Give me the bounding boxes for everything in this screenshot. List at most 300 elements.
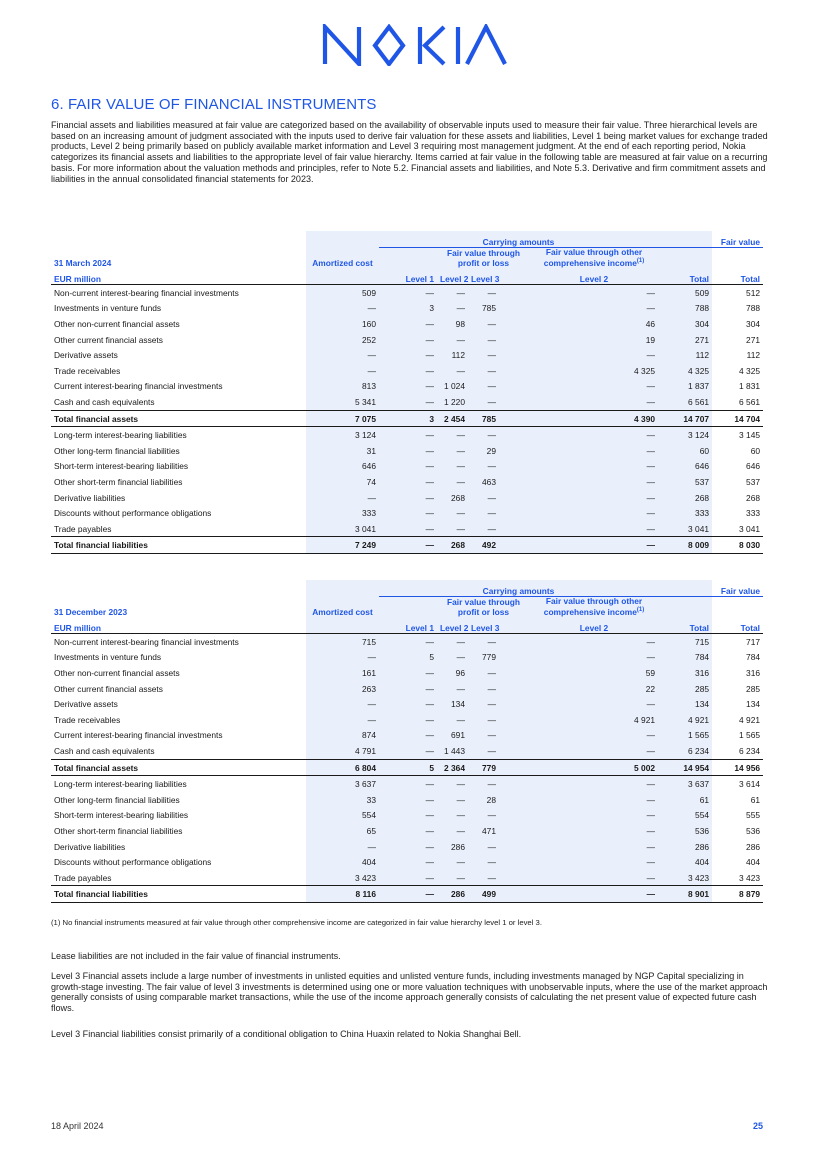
cell-value: 8 879 bbox=[712, 886, 763, 903]
cell-value: 785 bbox=[468, 301, 499, 317]
cell-value: — bbox=[530, 301, 658, 317]
cell-value: — bbox=[379, 443, 437, 459]
cell-value: — bbox=[379, 521, 437, 537]
spacer-cell bbox=[499, 854, 530, 870]
table-row bbox=[51, 332, 763, 348]
spacer-cell bbox=[499, 728, 530, 744]
cell-value: 1 831 bbox=[739, 381, 761, 392]
cell-value: 252 bbox=[306, 332, 379, 348]
cell-value: 6 561 bbox=[739, 396, 761, 407]
cell-value: 784 bbox=[658, 650, 712, 666]
row-label: Non-current interest-bearing financial investments bbox=[54, 287, 239, 298]
cell-value: — bbox=[468, 332, 499, 348]
cell-value: 316 bbox=[746, 667, 761, 678]
cell-value: 537 bbox=[658, 474, 712, 490]
cell-value: — bbox=[437, 363, 468, 379]
row-label: Trade receivables bbox=[54, 365, 121, 376]
cell-value: — bbox=[437, 505, 468, 521]
spacer-cell bbox=[499, 347, 530, 363]
row-label: Cash and cash equivalents bbox=[54, 745, 155, 756]
row-label: Discounts without performance obligations bbox=[54, 508, 212, 519]
cell-value: 28 bbox=[468, 792, 499, 808]
row-label: Investments in venture funds bbox=[54, 652, 162, 663]
carrying-amounts-header: Carrying amounts bbox=[379, 231, 658, 247]
table-row bbox=[51, 696, 763, 712]
spacer-cell bbox=[499, 410, 530, 427]
cell-value: — bbox=[468, 870, 499, 886]
carrying-amounts-header: Carrying amounts bbox=[379, 580, 658, 596]
cell-value: 1 024 bbox=[437, 379, 468, 395]
cell-value: — bbox=[379, 379, 437, 395]
section-title: 6. FAIR VALUE OF FINANCIAL INSTRUMENTS bbox=[51, 96, 377, 113]
cell-value: 59 bbox=[530, 665, 658, 681]
cell-value: 8 009 bbox=[658, 537, 712, 554]
level2-header: Level 2 bbox=[437, 268, 468, 284]
cell-value: — bbox=[468, 379, 499, 395]
cell-value: — bbox=[468, 808, 499, 824]
cell-value: 3 423 bbox=[658, 870, 712, 886]
cell-value: — bbox=[468, 316, 499, 332]
level1-header: Level 1 bbox=[379, 617, 437, 633]
fair-value-header: Fair value bbox=[712, 580, 763, 596]
table-row bbox=[51, 743, 763, 759]
spacer-cell bbox=[499, 379, 530, 395]
cell-value: — bbox=[468, 854, 499, 870]
level3-assets-paragraph: Level 3 Financial assets include a large number of investments in unlisted equities and unlisted venture funds, including investments managed by NGP Capital specializing in growth-stage investing. The fair value of level 3 investments is determined using one or more valuation techniques with unobservable inputs, where the use of the market approach generally consists of using comparable market transactions, while the use of the income approach generally consists of calculating the net present value of expected future cash flows. bbox=[51, 971, 768, 1014]
cell-value: 14 704 bbox=[712, 410, 763, 427]
total-row bbox=[51, 410, 763, 427]
cell-value: 268 bbox=[746, 492, 761, 503]
cell-value: 304 bbox=[746, 318, 761, 329]
table-row bbox=[51, 394, 763, 410]
cell-value: 555 bbox=[746, 810, 761, 821]
cell-value: 3 041 bbox=[658, 521, 712, 537]
cell-value: 4 921 bbox=[530, 712, 658, 728]
fvoci-header: Fair value through other comprehensive income$^{(1)}$ bbox=[530, 596, 658, 617]
fvoci-header: Fair value through other comprehensive income$^{(1)}$ bbox=[530, 247, 658, 268]
row-label: Other long-term financial liabilities bbox=[54, 794, 180, 805]
cell-value: 3 145 bbox=[739, 430, 761, 441]
cell-value: — bbox=[530, 490, 658, 506]
cell-value: — bbox=[437, 776, 468, 792]
cell-value: 3 124 bbox=[306, 427, 379, 443]
cell-value: — bbox=[468, 743, 499, 759]
cell-value: 536 bbox=[746, 825, 761, 836]
cell-value: — bbox=[437, 427, 468, 443]
cell-value: — bbox=[530, 886, 658, 903]
row-label: Total financial assets bbox=[51, 410, 306, 427]
total-row bbox=[51, 537, 763, 554]
cell-value: — bbox=[437, 633, 468, 649]
cell-value: — bbox=[379, 284, 437, 300]
cell-value: 304 bbox=[658, 316, 712, 332]
cell-value: 96 bbox=[437, 665, 468, 681]
cell-value: 14 707 bbox=[658, 410, 712, 427]
spacer-cell bbox=[499, 839, 530, 855]
cell-value: — bbox=[437, 650, 468, 666]
cell-value: — bbox=[468, 347, 499, 363]
table-row bbox=[51, 839, 763, 855]
cell-value: 285 bbox=[746, 683, 761, 694]
fair-value-header: Fair value bbox=[712, 231, 763, 247]
cell-value: 785 bbox=[468, 410, 499, 427]
amortized-cost-header: Amortized cost bbox=[306, 247, 379, 268]
cell-value: — bbox=[379, 808, 437, 824]
spacer-cell bbox=[499, 316, 530, 332]
spacer-cell bbox=[499, 284, 530, 300]
row-label: Other non-current financial assets bbox=[54, 667, 180, 678]
cell-value: — bbox=[468, 427, 499, 443]
cell-value: 2 454 bbox=[437, 410, 468, 427]
period-label: 31 December 2023 bbox=[54, 607, 128, 618]
cell-value: 33 bbox=[306, 792, 379, 808]
cell-value: 512 bbox=[746, 287, 761, 298]
cell-value: 1 565 bbox=[658, 728, 712, 744]
cell-value: 112 bbox=[437, 347, 468, 363]
spacer-cell bbox=[499, 870, 530, 886]
cell-value: 3 124 bbox=[658, 427, 712, 443]
cell-value: 4 325 bbox=[739, 365, 761, 376]
cell-value: — bbox=[379, 490, 437, 506]
spacer-cell bbox=[499, 792, 530, 808]
cell-value: 646 bbox=[658, 459, 712, 475]
cell-value: 60 bbox=[750, 445, 761, 456]
cell-value: 3 637 bbox=[306, 776, 379, 792]
cell-value: — bbox=[379, 633, 437, 649]
cell-value: — bbox=[530, 823, 658, 839]
spacer-cell bbox=[499, 301, 530, 317]
cell-value: — bbox=[379, 459, 437, 475]
cell-value: 31 bbox=[306, 443, 379, 459]
cell-value: — bbox=[468, 839, 499, 855]
nokia-logo bbox=[322, 24, 508, 66]
cell-value: 3 bbox=[379, 410, 437, 427]
cell-value: 6 561 bbox=[658, 394, 712, 410]
cell-value: — bbox=[530, 505, 658, 521]
cell-value: — bbox=[530, 792, 658, 808]
table-row bbox=[51, 728, 763, 744]
cell-value: — bbox=[437, 443, 468, 459]
cell-value: — bbox=[379, 681, 437, 697]
cell-value: — bbox=[468, 284, 499, 300]
total-row bbox=[51, 759, 763, 776]
table-row bbox=[51, 505, 763, 521]
cell-value: — bbox=[379, 505, 437, 521]
cell-value: 271 bbox=[746, 334, 761, 345]
cell-value: 788 bbox=[746, 303, 761, 314]
cell-value: 813 bbox=[306, 379, 379, 395]
cell-value: — bbox=[437, 474, 468, 490]
spacer-cell bbox=[499, 490, 530, 506]
cell-value: 4 390 bbox=[530, 410, 658, 427]
cell-value: — bbox=[437, 792, 468, 808]
cell-value: — bbox=[437, 823, 468, 839]
cell-value: 537 bbox=[746, 476, 761, 487]
row-label: Short-term interest-bearing liabilities bbox=[54, 461, 189, 472]
cell-value: — bbox=[530, 443, 658, 459]
cell-value: — bbox=[437, 808, 468, 824]
spacer-cell bbox=[499, 776, 530, 792]
row-label: Short-term interest-bearing liabilities bbox=[54, 810, 189, 821]
row-label: Other non-current financial assets bbox=[54, 318, 180, 329]
spacer-cell bbox=[499, 759, 530, 776]
cell-value: — bbox=[468, 394, 499, 410]
cell-value: 554 bbox=[306, 808, 379, 824]
table-row bbox=[51, 776, 763, 792]
cell-value: — bbox=[379, 427, 437, 443]
spacer-cell bbox=[499, 681, 530, 697]
cell-value: 74 bbox=[306, 474, 379, 490]
cell-value: — bbox=[530, 728, 658, 744]
cell-value: 5 341 bbox=[306, 394, 379, 410]
cell-value: 19 bbox=[530, 332, 658, 348]
cell-value: 554 bbox=[658, 808, 712, 824]
cell-value: — bbox=[379, 363, 437, 379]
cell-value: 112 bbox=[658, 347, 712, 363]
cell-value: — bbox=[437, 332, 468, 348]
period-label: 31 March 2024 bbox=[54, 258, 112, 269]
cell-value: 784 bbox=[746, 652, 761, 663]
cell-value: 271 bbox=[658, 332, 712, 348]
table-row bbox=[51, 427, 763, 443]
cell-value: — bbox=[437, 681, 468, 697]
total-row bbox=[51, 886, 763, 903]
table-row bbox=[51, 808, 763, 824]
cell-value: 8 030 bbox=[712, 537, 763, 554]
cell-value: — bbox=[379, 474, 437, 490]
table-row bbox=[51, 650, 763, 666]
cell-value: — bbox=[379, 823, 437, 839]
spacer-cell bbox=[499, 823, 530, 839]
table-row bbox=[51, 521, 763, 537]
level2-oci-header: Level 2 bbox=[530, 617, 658, 633]
row-label: Trade payables bbox=[54, 872, 112, 883]
cell-value: 4 791 bbox=[306, 743, 379, 759]
table-row bbox=[51, 681, 763, 697]
cell-value: — bbox=[379, 347, 437, 363]
table-row bbox=[51, 301, 763, 317]
cell-value: — bbox=[530, 633, 658, 649]
cell-value: 3 637 bbox=[658, 776, 712, 792]
cell-value: 536 bbox=[658, 823, 712, 839]
cell-value: — bbox=[306, 363, 379, 379]
table-row bbox=[51, 870, 763, 886]
cell-value: 3 423 bbox=[739, 872, 761, 883]
cell-value: 5 bbox=[379, 650, 437, 666]
cell-value: 5 002 bbox=[530, 759, 658, 776]
row-label: Derivative liabilities bbox=[54, 841, 126, 852]
cell-value: 333 bbox=[306, 505, 379, 521]
spacer-cell bbox=[499, 459, 530, 475]
cell-value: 333 bbox=[746, 508, 761, 519]
spacer-cell bbox=[499, 505, 530, 521]
cell-value: — bbox=[530, 839, 658, 855]
spacer-cell bbox=[499, 427, 530, 443]
cell-value: — bbox=[468, 728, 499, 744]
cell-value: 3 bbox=[379, 301, 437, 317]
spacer-cell bbox=[499, 712, 530, 728]
row-label: Non-current interest-bearing financial investments bbox=[54, 636, 239, 647]
cell-value: — bbox=[379, 854, 437, 870]
lease-paragraph: Lease liabilities are not included in the fair value of financial instruments. bbox=[51, 951, 341, 961]
cell-value: — bbox=[468, 363, 499, 379]
cell-value: 1 443 bbox=[437, 743, 468, 759]
cell-value: 60 bbox=[658, 443, 712, 459]
cell-value: 788 bbox=[658, 301, 712, 317]
level1-header: Level 1 bbox=[379, 268, 437, 284]
cell-value: — bbox=[468, 776, 499, 792]
cell-value: — bbox=[437, 870, 468, 886]
spacer-cell bbox=[499, 808, 530, 824]
cell-value: 6 804 bbox=[306, 759, 379, 776]
cell-value: 61 bbox=[750, 794, 761, 805]
cell-value: 5 bbox=[379, 759, 437, 776]
cell-value: — bbox=[306, 839, 379, 855]
cell-value: — bbox=[306, 490, 379, 506]
cell-value: — bbox=[468, 521, 499, 537]
cell-value: 6 234 bbox=[739, 745, 761, 756]
table-row bbox=[51, 379, 763, 395]
cell-value: — bbox=[437, 459, 468, 475]
footer-date: 18 April 2024 bbox=[51, 1121, 104, 1131]
spacer-cell bbox=[499, 696, 530, 712]
level2-header: Level 2 bbox=[437, 617, 468, 633]
cell-value: — bbox=[437, 284, 468, 300]
spacer-cell bbox=[499, 665, 530, 681]
cell-value: 29 bbox=[468, 443, 499, 459]
cell-value: — bbox=[530, 870, 658, 886]
cell-value: 404 bbox=[746, 857, 761, 868]
cell-value: — bbox=[468, 459, 499, 475]
cell-value: — bbox=[379, 728, 437, 744]
cell-value: — bbox=[530, 854, 658, 870]
cell-value: — bbox=[379, 886, 437, 903]
cell-value: — bbox=[530, 696, 658, 712]
cell-value: 316 bbox=[658, 665, 712, 681]
fvtpl-header: Fair value through profit or loss bbox=[437, 247, 530, 268]
cell-value: — bbox=[379, 332, 437, 348]
row-label: Long-term interest-bearing liabilities bbox=[54, 430, 187, 441]
spacer-cell bbox=[499, 521, 530, 537]
cell-value: 22 bbox=[530, 681, 658, 697]
cell-value: 14 954 bbox=[658, 759, 712, 776]
row-label: Current interest-bearing financial investments bbox=[54, 381, 223, 392]
unit-label: EUR million bbox=[51, 268, 306, 284]
cell-value: 8 901 bbox=[658, 886, 712, 903]
cell-value: 874 bbox=[306, 728, 379, 744]
cell-value: 691 bbox=[437, 728, 468, 744]
table-row bbox=[51, 363, 763, 379]
cell-value: — bbox=[379, 394, 437, 410]
cell-value: 717 bbox=[746, 636, 761, 647]
cell-value: 3 041 bbox=[739, 523, 761, 534]
fair-value-table-march-2024 bbox=[51, 231, 763, 554]
cell-value: — bbox=[530, 474, 658, 490]
cell-value: — bbox=[468, 681, 499, 697]
cell-value: 4 325 bbox=[658, 363, 712, 379]
cell-value: — bbox=[468, 633, 499, 649]
cell-value: — bbox=[530, 521, 658, 537]
table-row bbox=[51, 316, 763, 332]
cell-value: 3 614 bbox=[739, 779, 761, 790]
table-row bbox=[51, 459, 763, 475]
row-label: Total financial assets bbox=[51, 759, 306, 776]
cell-value: — bbox=[306, 696, 379, 712]
cell-value: — bbox=[468, 505, 499, 521]
spacer-cell bbox=[499, 633, 530, 649]
cell-value: 268 bbox=[437, 537, 468, 554]
cell-value: — bbox=[437, 712, 468, 728]
fvtpl-header: Fair value through profit or loss bbox=[437, 596, 530, 617]
cell-value: — bbox=[379, 792, 437, 808]
row-label: Other long-term financial liabilities bbox=[54, 445, 180, 456]
cell-value: — bbox=[379, 743, 437, 759]
cell-value: 161 bbox=[306, 665, 379, 681]
table-row bbox=[51, 854, 763, 870]
cell-value: 646 bbox=[746, 461, 761, 472]
spacer-cell bbox=[499, 394, 530, 410]
table-row bbox=[51, 712, 763, 728]
row-label: Derivative liabilities bbox=[54, 492, 126, 503]
cell-value: — bbox=[530, 379, 658, 395]
cell-value: 499 bbox=[468, 886, 499, 903]
cell-value: 715 bbox=[658, 633, 712, 649]
row-label: Cash and cash equivalents bbox=[54, 396, 155, 407]
cell-value: 509 bbox=[306, 284, 379, 300]
row-label: Derivative assets bbox=[54, 699, 118, 710]
table-row bbox=[51, 443, 763, 459]
cell-value: 14 956 bbox=[712, 759, 763, 776]
cell-value: — bbox=[530, 776, 658, 792]
cell-value: — bbox=[530, 743, 658, 759]
cell-value: — bbox=[379, 316, 437, 332]
cell-value: — bbox=[379, 839, 437, 855]
amortized-cost-header: Amortized cost bbox=[306, 596, 379, 617]
cell-value: — bbox=[306, 712, 379, 728]
row-label: Trade receivables bbox=[54, 714, 121, 725]
cell-value: — bbox=[468, 696, 499, 712]
spacer-cell bbox=[499, 363, 530, 379]
table-row bbox=[51, 347, 763, 363]
cell-value: 134 bbox=[746, 699, 761, 710]
cell-value: 715 bbox=[306, 633, 379, 649]
row-label: Trade payables bbox=[54, 523, 112, 534]
cell-value: 463 bbox=[468, 474, 499, 490]
row-label: Investments in venture funds bbox=[54, 303, 162, 314]
row-label: Other current financial assets bbox=[54, 683, 163, 694]
cell-value: 61 bbox=[658, 792, 712, 808]
cell-value: 509 bbox=[658, 284, 712, 300]
cell-value: 646 bbox=[306, 459, 379, 475]
level3-header: Level 3 bbox=[468, 268, 499, 284]
cell-value: 268 bbox=[658, 490, 712, 506]
table-row bbox=[51, 490, 763, 506]
cell-value: 268 bbox=[437, 490, 468, 506]
cell-value: 333 bbox=[658, 505, 712, 521]
cell-value: 1 220 bbox=[437, 394, 468, 410]
cell-value: — bbox=[437, 521, 468, 537]
cell-value: — bbox=[379, 696, 437, 712]
cell-value: — bbox=[530, 394, 658, 410]
row-label: Long-term interest-bearing liabilities bbox=[54, 779, 187, 790]
cell-value: 160 bbox=[306, 316, 379, 332]
cell-value: — bbox=[468, 490, 499, 506]
cell-value: 1 565 bbox=[739, 730, 761, 741]
table-row bbox=[51, 823, 763, 839]
table-row bbox=[51, 633, 763, 649]
cell-value: 46 bbox=[530, 316, 658, 332]
spacer-cell bbox=[499, 743, 530, 759]
